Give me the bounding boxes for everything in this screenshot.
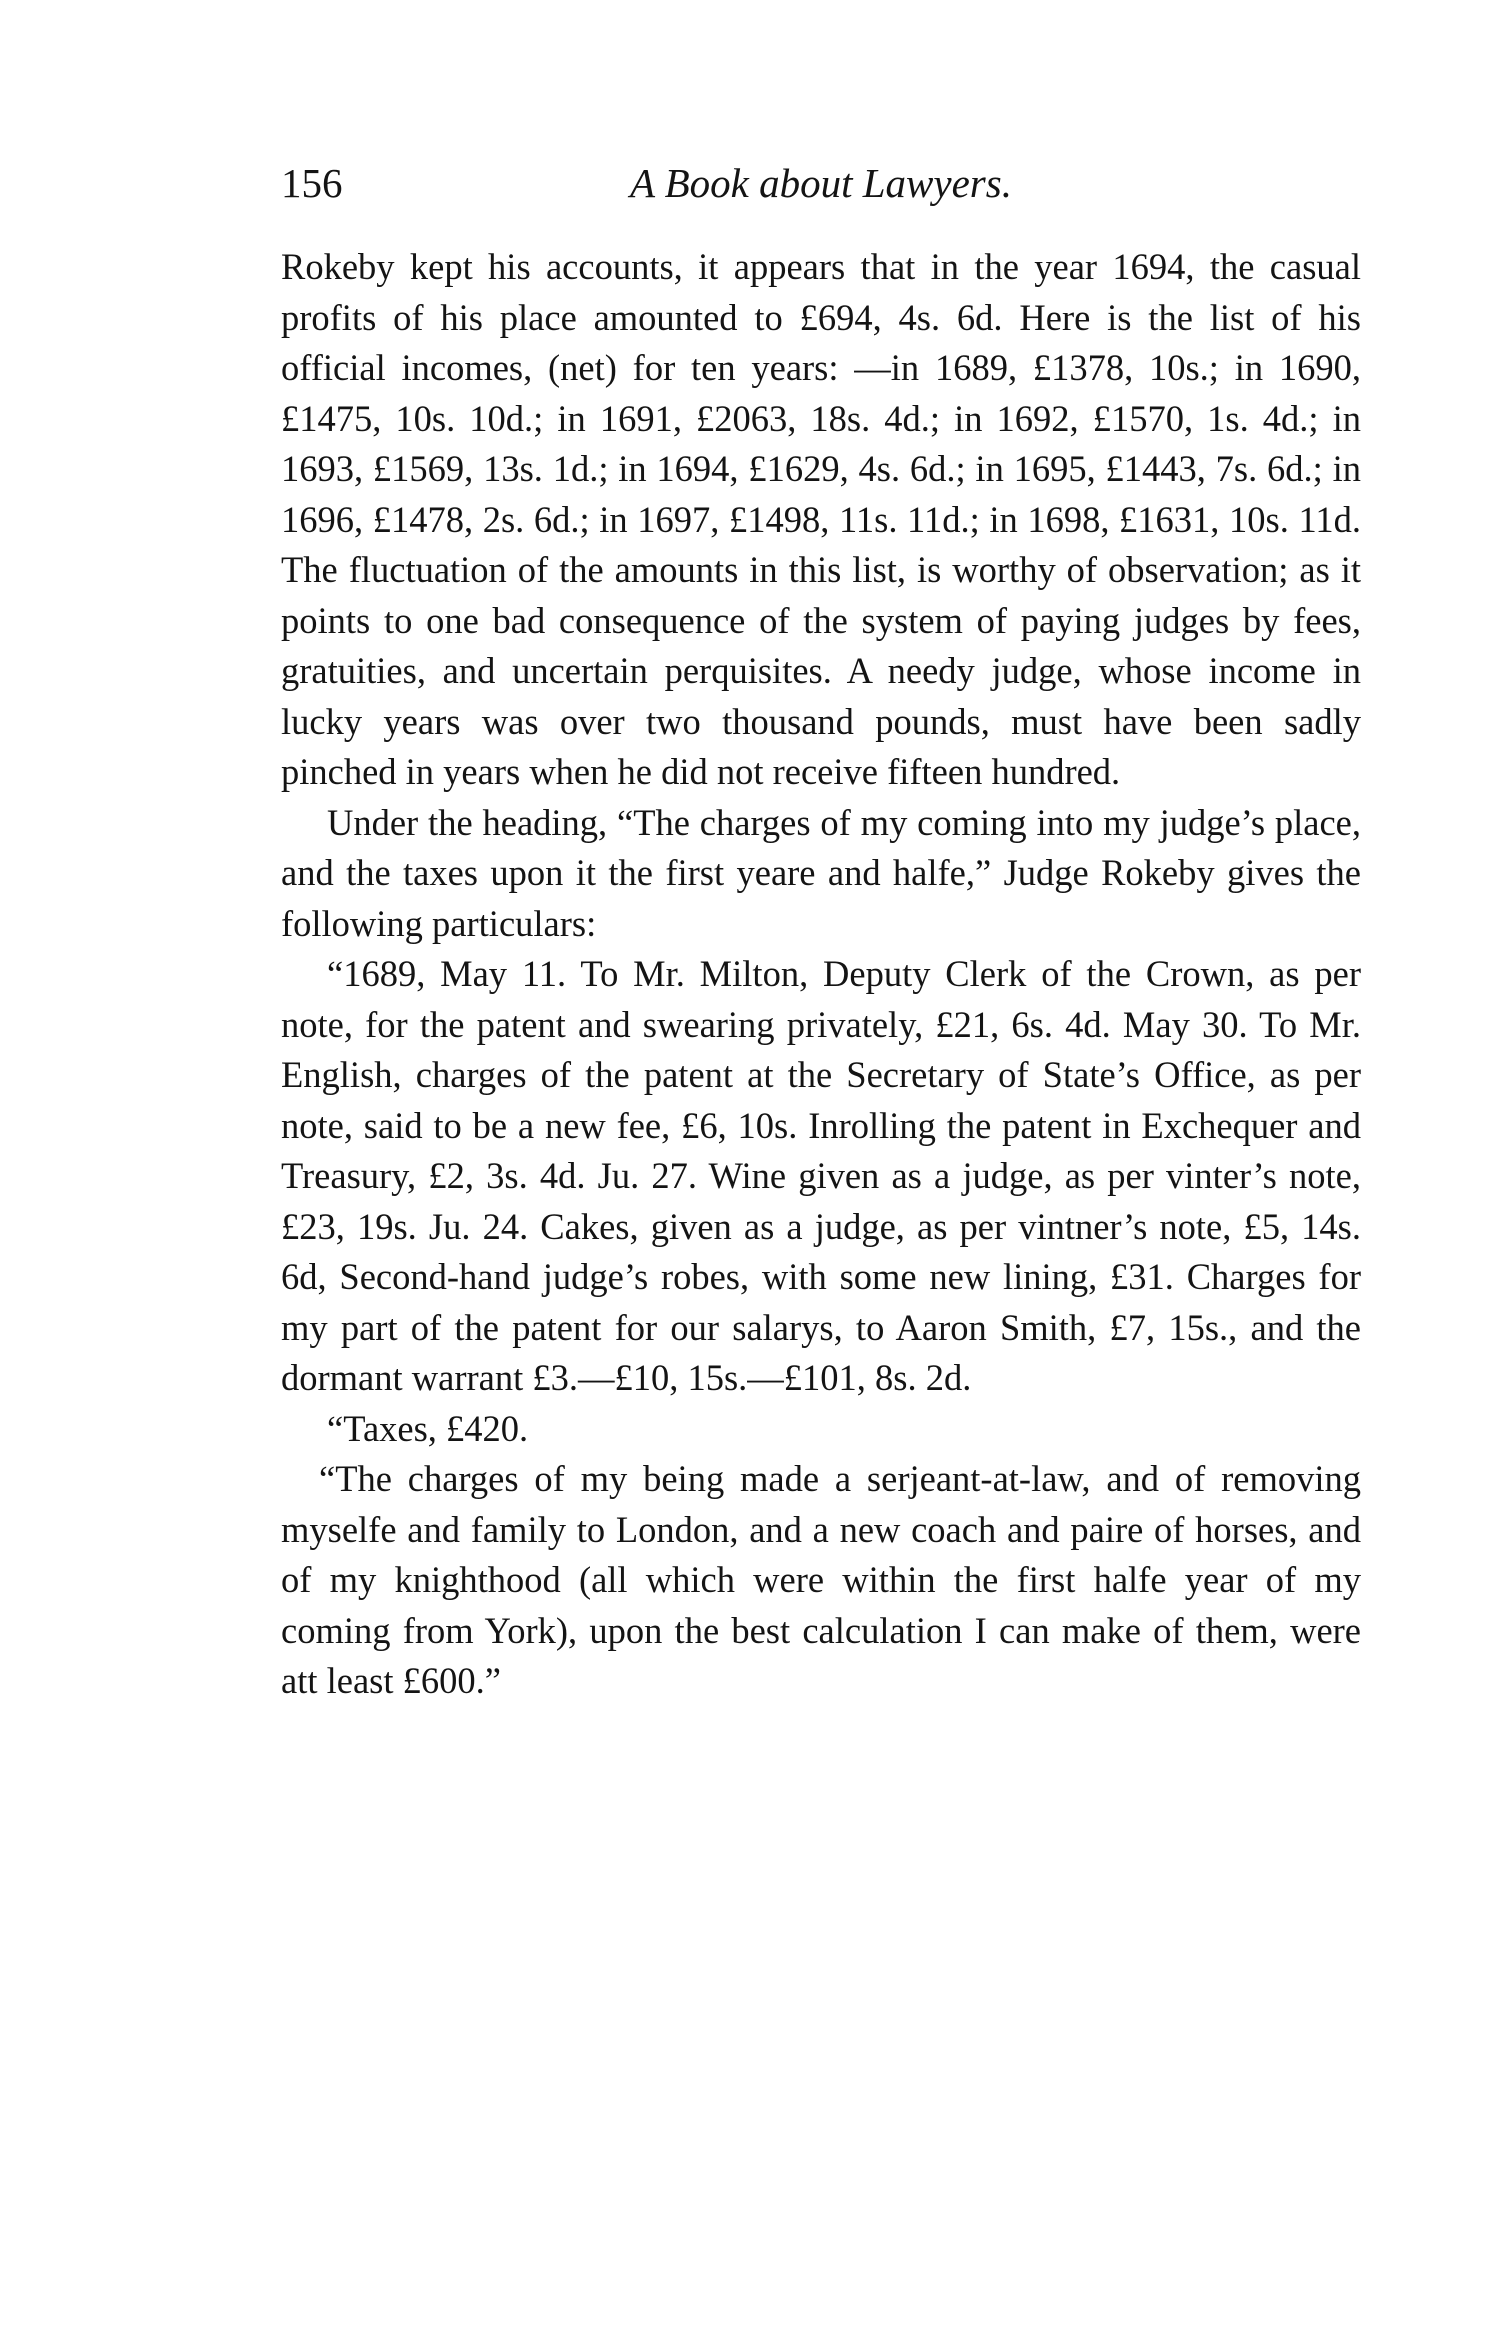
running-title: A Book about Lawyers. (630, 160, 1012, 206)
page-number: 156 (281, 160, 343, 206)
paragraph-charges-list: “1689, May 11. To Mr. Milton, Deputy Clerk of the Crown, as per note, for the patent and swearing privately, £21, 6s. 4d. May 30. To Mr. English, charges of the patent at the Secretary of State’s Office, as per note, said to be a new fee, £6, 10s. Inrolling the patent in Exchequer and Treasury, £2, 3s. 4d. Ju. 27. Wine given as a judge, as per vinter’s note, £23, 19s. Ju. 24. Cakes, given as a judge, as per vintner’s note, £5, 14s. 6d, Second-hand judge’s robes, with some new lining, £31. Charges for my part of the patent for our salarys, to Aaron Smith, £7, 15s., and the dormant warrant £3.—£10, 15s.—£101, 8s. 2d. (281, 953, 1361, 1398)
page-header (281, 150, 1361, 216)
paragraph-incomes: Rokeby kept his accounts, it appears that in the year 1694, the casual profits of his place amounted to £694, 4s. 6d. Here is the list of his official incomes, (net) for ten years: —in 1689, £1378, 10s.; in 1690, £1475, 10s. 10d.; in 1691, £2063, 18s. 4d.; in 1692, £1570, 1s. 4d.; in 1693, £1569, 13s. 1d.; in 1694, £1629, 4s. 6d.; in 1695, £1443, 7s. 6d.; in 1696, £1478, 2s. 6d.; in 1697, £1498, 11s. 11d.; in 1698, £1631, 10s. 11d. The fluctuation of the amounts in this list, is worthy of observation; as it points to one bad consequence of the system of paying judges by fees, gratuities, and uncertain perquisites. A needy judge, whose income in lucky years was over two thousand pounds, must have been sadly pinched in years when he did not receive fifteen hundred. (281, 246, 1361, 792)
paragraph-charges-heading: Under the heading, “The charges of my coming into my judge’s place, and the taxes upon it the first yeare and halfe,” Judge Rokeby gives the following particulars: (281, 801, 1361, 944)
body-text (281, 242, 1361, 1707)
paragraph-serjeant: “The charges of my being made a serjeant-at-law, and of removing myselfe and family to London, and a new coach and paire of horses, and of my knighthood (all which were within the first halfe year of my coming from York), upon the best calculation I can make of them, were att least £600.” (281, 1458, 1361, 1701)
paragraph-taxes: “Taxes, £420. (327, 1407, 529, 1449)
book-page (281, 150, 1361, 1707)
